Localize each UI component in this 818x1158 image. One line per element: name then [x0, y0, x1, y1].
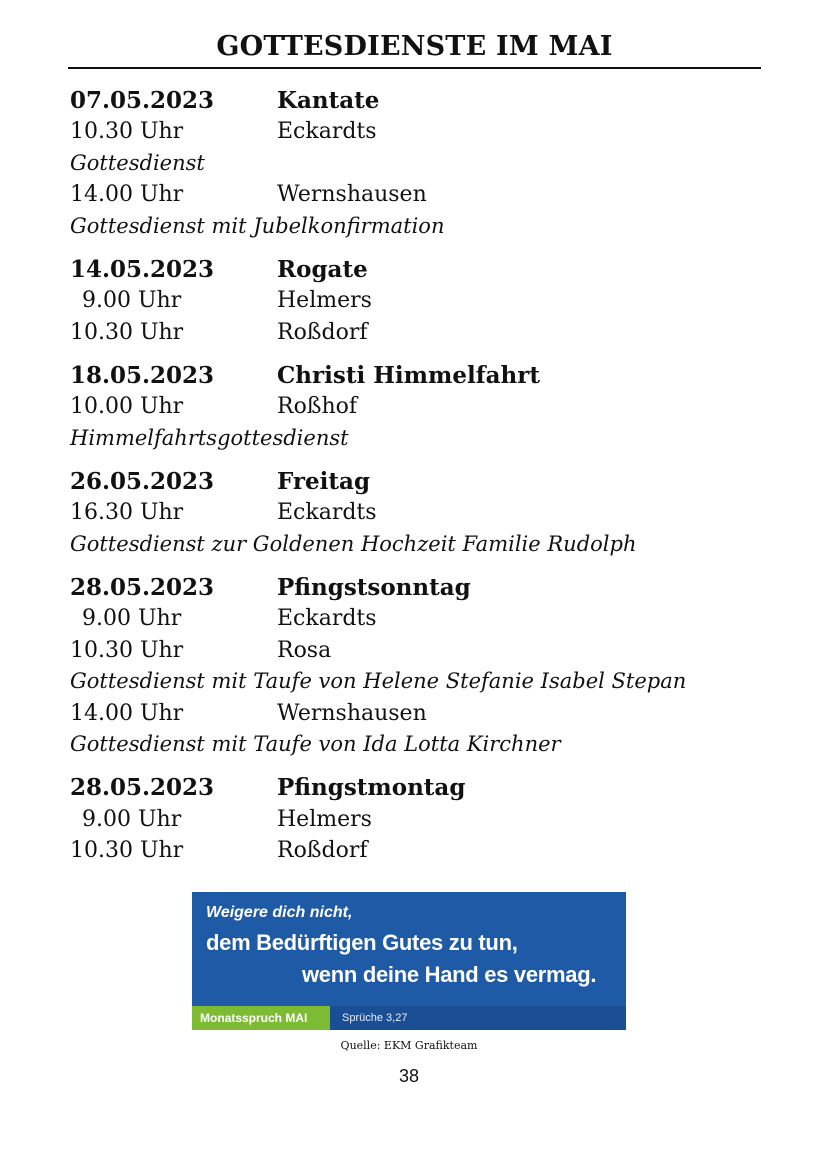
service-location: Eckardts	[277, 500, 377, 526]
service-date: 28.05.2023	[70, 573, 215, 601]
service-day	[70, 359, 770, 454]
verse-line-3: wenn deine Hand es vermag.	[302, 962, 597, 987]
liturgical-day-name: Freitag	[277, 467, 371, 495]
service-day	[70, 465, 770, 560]
service-note: Gottesdienst mit Jubelkonfirmation	[70, 213, 445, 238]
service-time: 16.30 Uhr	[70, 500, 184, 526]
service-time: 9.00 Uhr	[82, 288, 182, 314]
service-time: 10.30 Uhr	[70, 838, 184, 864]
verse-line-2: dem Bedürftigen Gutes zu tun,	[206, 930, 518, 955]
service-location: Roßhof	[277, 394, 358, 420]
service-day-header	[70, 571, 770, 603]
page-number: 38	[398, 1066, 420, 1086]
service-date: 14.05.2023	[70, 255, 215, 283]
service-location: Roßdorf	[277, 838, 368, 864]
service-time-row	[70, 317, 770, 349]
service-time: 14.00 Uhr	[70, 700, 184, 726]
service-location: Eckardts	[277, 119, 377, 145]
service-time: 10.30 Uhr	[70, 119, 184, 145]
service-note: Gottesdienst mit Taufe von Helene Stefanie Isabel Stepan	[70, 669, 687, 693]
monthly-verse-banner	[192, 892, 626, 1030]
page-title: GOTTESDIENSTE IM MAI	[216, 31, 613, 62]
service-time: 10.00 Uhr	[70, 394, 184, 420]
service-date: 07.05.2023	[70, 86, 215, 114]
service-time-row	[70, 603, 770, 635]
service-note: Himmelfahrtsgottesdienst	[70, 425, 349, 450]
liturgical-day-name: Kantate	[277, 86, 380, 114]
title-divider	[68, 67, 761, 69]
service-day	[70, 84, 770, 242]
service-time-row	[70, 804, 770, 836]
service-location: Eckardts	[277, 606, 377, 632]
service-day	[70, 772, 770, 867]
service-time-row	[70, 285, 770, 317]
verse-reference: Sprüche 3,27	[342, 1012, 408, 1024]
service-location: Roßdorf	[277, 319, 368, 345]
service-note: Gottesdienst zur Goldenen Hochzeit Familie Rudolph	[70, 531, 637, 556]
service-note: Gottesdienst mit Taufe von Ida Lotta Kirchner	[70, 732, 561, 756]
service-day	[70, 571, 770, 761]
service-location: Wernshausen	[277, 700, 427, 726]
service-time-row	[70, 179, 770, 211]
verse-line-1: Weigere dich nicht,	[206, 904, 353, 921]
service-day-header	[70, 253, 770, 285]
service-location: Wernshausen	[277, 182, 427, 208]
service-time-row	[70, 116, 770, 148]
service-date: 28.05.2023	[70, 774, 215, 801]
service-location: Helmers	[277, 288, 372, 314]
service-location: Helmers	[277, 806, 372, 832]
service-time: 10.30 Uhr	[70, 637, 184, 663]
service-day-header	[70, 359, 770, 391]
service-time-row	[70, 391, 770, 423]
service-schedule	[70, 84, 770, 878]
monthly-verse-label: Monatsspruch MAI	[192, 1006, 330, 1030]
service-time-row	[70, 497, 770, 529]
service-day-header	[70, 84, 770, 116]
service-note: Gottesdienst	[70, 150, 205, 175]
service-time: 9.00 Uhr	[82, 806, 182, 832]
service-time-row	[70, 835, 770, 867]
service-time: 14.00 Uhr	[70, 182, 184, 208]
service-time: 9.00 Uhr	[82, 606, 182, 632]
service-time: 10.30 Uhr	[70, 319, 184, 345]
service-date: 18.05.2023	[70, 361, 215, 389]
service-date: 26.05.2023	[70, 467, 215, 495]
liturgical-day-name: Pfingstmontag	[277, 774, 466, 801]
service-location: Rosa	[277, 637, 332, 663]
service-day-header	[70, 772, 770, 804]
service-time-row	[70, 698, 770, 730]
liturgical-day-name: Christi Himmelfahrt	[277, 361, 540, 389]
liturgical-day-name: Rogate	[277, 255, 368, 283]
liturgical-day-name: Pfingstsonntag	[277, 573, 471, 601]
service-day	[70, 253, 770, 348]
banner-footer	[192, 1006, 626, 1030]
service-day-header	[70, 465, 770, 497]
service-time-row	[70, 635, 770, 667]
image-source: Quelle: EKM Grafikteam	[340, 1039, 478, 1052]
